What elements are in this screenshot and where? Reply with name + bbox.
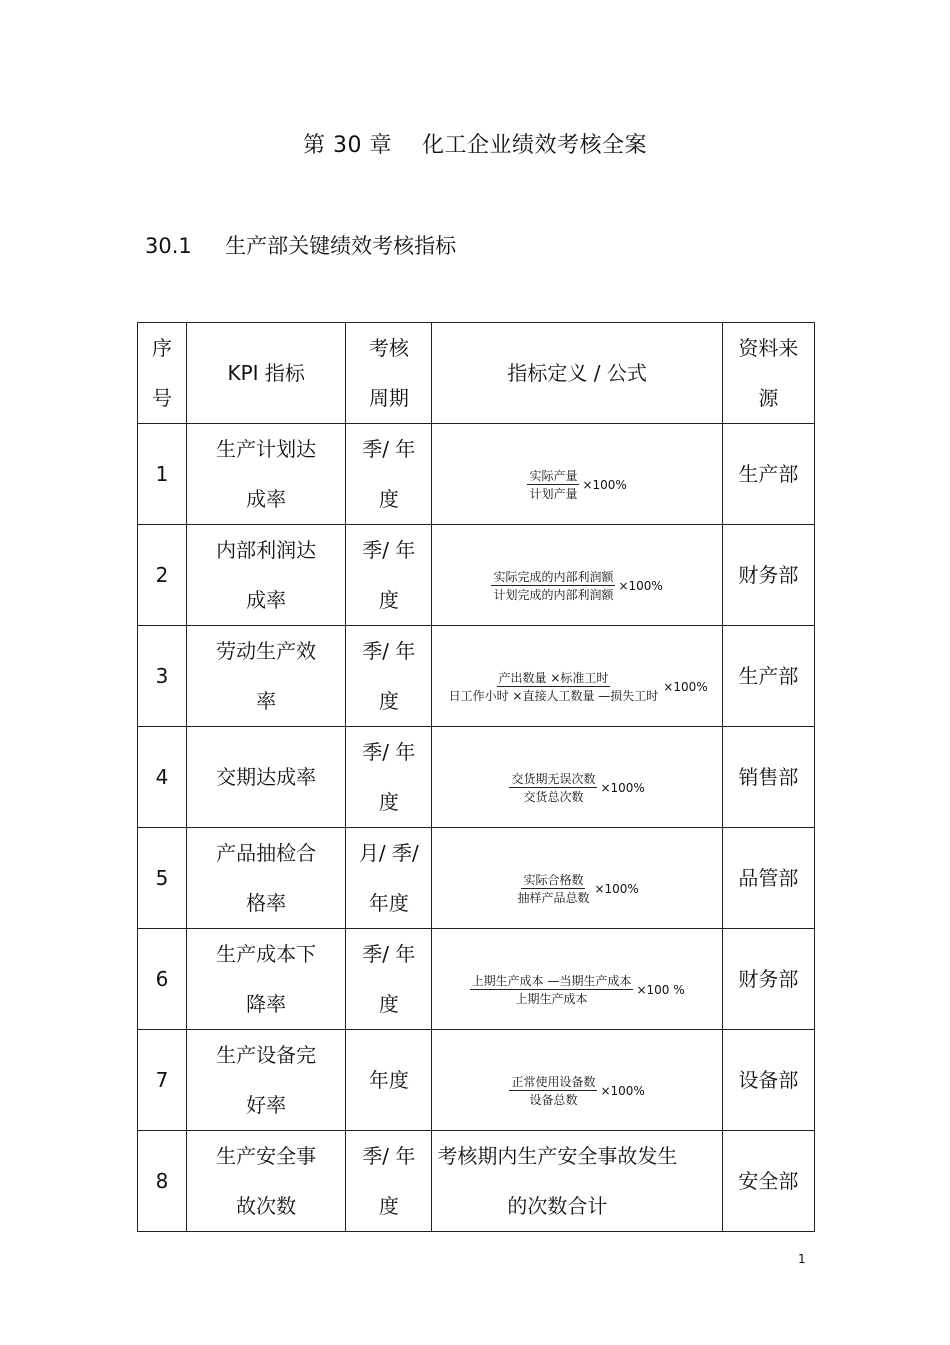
row-number: 8 [138,1131,187,1232]
fraction [515,874,591,904]
kpi-formula [432,1030,722,1131]
kpi-source: 生产部 [722,424,814,525]
header-source: 资料来源 [722,323,814,424]
table-row [138,929,815,1030]
kpi-name: 产品抽检合格率 [187,828,346,929]
kpi-source: 设备部 [722,1030,814,1131]
row-number: 4 [138,727,187,828]
chapter-title: 第 30 章 化工企业绩效考核全案 [303,133,647,158]
kpi-table [137,322,815,1232]
formula-multiplier: ×100% [582,478,627,492]
formula-denominator: 日工作小时 ×直接人工数量 —损失工时 [448,689,659,703]
fraction [509,1076,597,1106]
kpi-definition: 考核期内生产安全事故发生的次数合计 [432,1131,722,1232]
kpi-name: 交期达成率 [187,727,346,828]
formula-numerator: 产出数量 ×标准工时 [498,671,609,685]
formula-denominator: 设备总数 [529,1093,578,1107]
fraction [509,773,597,803]
row-number: 7 [138,1030,187,1131]
kpi-source: 安全部 [722,1131,814,1232]
formula-multiplier: ×100% [594,882,639,896]
formula-denominator: 上期生产成本 [515,992,588,1006]
formula [527,470,626,500]
section-title: 30.1 生产部关键绩效考核指标 [145,234,457,258]
kpi-formula [432,525,722,626]
kpi-name: 生产成本下降率 [187,929,346,1030]
table-row [138,626,815,727]
kpi-period: 季/ 年度 [346,727,432,828]
page-number: 1 [798,1252,806,1266]
formula-numerator: 交货期无误次数 [511,772,596,786]
kpi-formula [432,626,722,727]
kpi-period: 季/ 年度 [346,626,432,727]
fraction [470,975,634,1005]
kpi-period: 季/ 年度 [346,1131,432,1232]
kpi-source: 财务部 [722,525,814,626]
row-number: 2 [138,525,187,626]
formula-numerator: 实际合格数 [523,873,584,887]
formula-multiplier: ×100 % [636,983,685,997]
formula-denominator: 抽样产品总数 [517,891,590,905]
kpi-name: 劳动生产效率 [187,626,346,727]
table-header-row [138,323,815,424]
row-number: 6 [138,929,187,1030]
formula [447,672,708,702]
kpi-period: 月/ 季/ 年度 [346,828,432,929]
kpi-name: 生产设备完好率 [187,1030,346,1131]
formula [509,773,644,803]
formula-numerator: 上期生产成本 —当期生产成本 [471,974,632,988]
formula-multiplier: ×100% [618,579,663,593]
formula-numerator: 正常使用设备数 [511,1075,596,1089]
table-row [138,828,815,929]
header-definition: 指标定义 / 公式 [432,323,722,424]
kpi-formula [432,828,722,929]
fraction [527,470,579,500]
formula-denominator: 交货总次数 [523,790,584,804]
kpi-formula [432,424,722,525]
header-kpi-name: KPI 指标 [187,323,346,424]
kpi-formula [432,727,722,828]
formula-multiplier: ×100% [600,1084,645,1098]
formula [509,1076,644,1106]
kpi-period: 季/ 年度 [346,929,432,1030]
row-number: 5 [138,828,187,929]
kpi-formula [432,929,722,1030]
kpi-period: 季/ 年度 [346,424,432,525]
kpi-name: 内部利润达成率 [187,525,346,626]
formula-multiplier: ×100% [600,781,645,795]
kpi-source: 品管部 [722,828,814,929]
table-row [138,1030,815,1131]
formula-numerator: 实际完成的内部利润额 [493,570,614,584]
header-no: 序号 [138,323,187,424]
formula-multiplier: ×100% [663,680,708,694]
header-period: 考核周期 [346,323,432,424]
fraction [447,672,661,702]
kpi-period: 季/ 年度 [346,525,432,626]
formula-numerator: 实际产量 [529,469,578,483]
formula-denominator: 计划完成的内部利润额 [493,588,614,602]
fraction [491,571,615,601]
kpi-name: 生产计划达成率 [187,424,346,525]
kpi-period: 年度 [346,1030,432,1131]
kpi-source: 生产部 [722,626,814,727]
kpi-source: 财务部 [722,929,814,1030]
table-row [138,1131,815,1232]
formula [470,975,685,1005]
row-number: 3 [138,626,187,727]
kpi-source: 销售部 [722,727,814,828]
formula-denominator: 计划产量 [529,487,578,501]
table-row [138,525,815,626]
formula [491,571,662,601]
table-row [138,424,815,525]
kpi-name: 生产安全事故次数 [187,1131,346,1232]
row-number: 1 [138,424,187,525]
table-row [138,727,815,828]
formula [515,874,638,904]
